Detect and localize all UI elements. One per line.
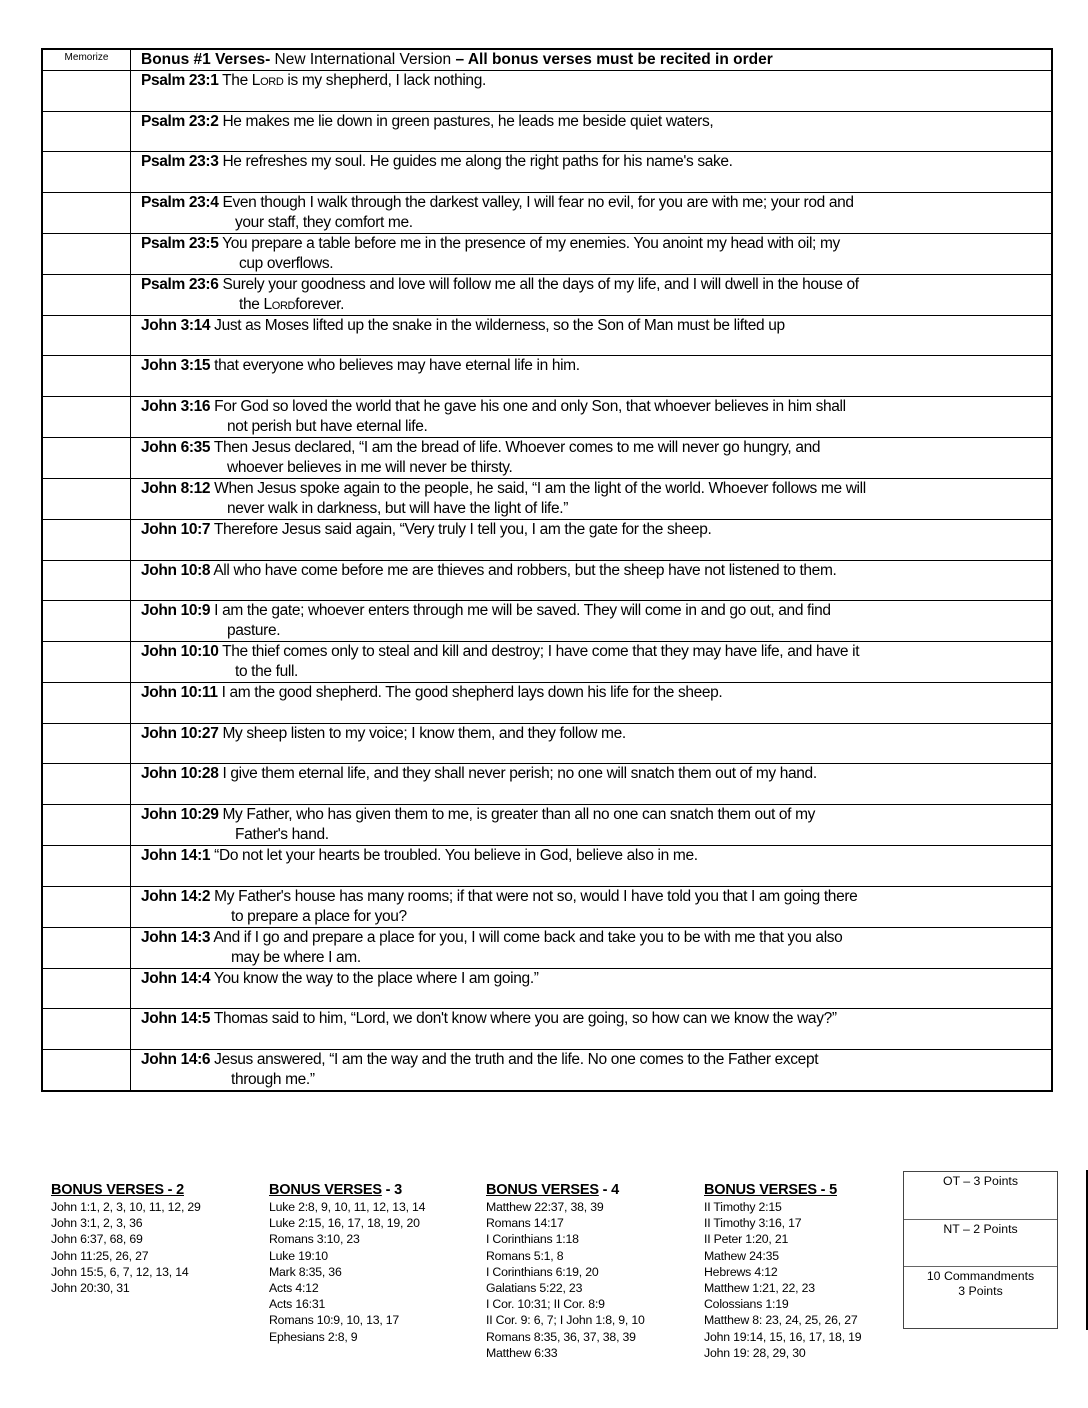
memorize-checkbox-cell[interactable] (42, 71, 131, 112)
bonus-list-item: Romans 8:35, 36, 37, 38, 39 (486, 1329, 636, 1344)
bonus-list-item: I Corinthians 1:18 (486, 1232, 579, 1247)
memorize-checkbox-cell[interactable] (42, 927, 131, 968)
verse-reference: Psalm 23:2 (141, 112, 219, 130)
verse-text: I give them eternal life, and they shall never perish; no one will snatch them out of my hand. (218, 765, 817, 783)
verse-reference: John 10:7 (141, 520, 211, 538)
verse-reference: John 14:1 (141, 846, 211, 864)
memorize-checkbox-cell[interactable] (42, 683, 131, 724)
verse-text: Even though I walk through the darkest valley, I will fear no evil, for you are with me; your rod and (218, 193, 854, 211)
verse-reference: John 3:16 (141, 397, 211, 415)
title-underlined: BONUS VERSES - 5 (704, 1182, 837, 1198)
verse-row (42, 519, 1052, 560)
verse-cell (131, 601, 1053, 642)
memorize-checkbox-cell[interactable] (42, 233, 131, 274)
title-underlined: BONUS VERSES - 2 (51, 1182, 184, 1198)
verse-cell (131, 1009, 1053, 1050)
verse-first-line (141, 1009, 1051, 1029)
memorize-checkbox-cell[interactable] (42, 764, 131, 805)
bonus-list-item: Luke 19:10 (269, 1248, 328, 1263)
bonus-list-item: John 19:14, 15, 16, 17, 18, 19 (704, 1329, 862, 1344)
verse-reference: John 14:6 (141, 1050, 211, 1068)
verse-row (42, 71, 1052, 112)
verse-continuation: never walk in darkness, but will have the light of life.” (227, 499, 569, 517)
memorize-checkbox-cell[interactable] (42, 1049, 131, 1091)
bonus-list-item: Romans 5:1, 8 (486, 1248, 564, 1263)
bonus-list-item: I Corinthians 6:19, 20 (486, 1264, 599, 1279)
verse-cell (131, 478, 1053, 519)
verse-text: “Do not let your hearts be troubled. You believe in God, believe also in me. (210, 846, 698, 864)
verse-reference: John 3:15 (141, 357, 211, 375)
verse-reference: Psalm 23:5 (141, 234, 219, 252)
table-header-row (42, 49, 1052, 71)
verse-first-line (141, 112, 1051, 132)
title-underlined: BONUS VERSES (486, 1182, 599, 1198)
verse-cell (131, 233, 1053, 274)
verse-cell (131, 192, 1053, 233)
verse-first-line (141, 561, 1051, 581)
memorize-checkbox-cell[interactable] (42, 723, 131, 764)
verse-reference: John 10:29 (141, 805, 219, 823)
verse-row (42, 886, 1052, 927)
verse-row (42, 804, 1052, 845)
bonus-list-item: Mathew 24:35 (704, 1248, 779, 1263)
bonus-list-item: Acts 4:12 (269, 1281, 319, 1296)
verse-cell (131, 804, 1053, 845)
verse-text-post: is my shepherd, I lack nothing. (283, 72, 486, 89)
points-label: OT – 3 Points (943, 1174, 1018, 1188)
verse-text: I am the gate; whoever enters through me will be saved. They will come in and go out, and find (210, 602, 831, 620)
memorize-checkbox-cell[interactable] (42, 519, 131, 560)
verse-cell (131, 683, 1053, 724)
verse-continuation: your staff, they comfort me. (235, 213, 413, 231)
verse-first-line (141, 520, 1051, 540)
bonus-list-title (704, 1181, 861, 1199)
bonus-list-item: Colossians 1:19 (704, 1297, 789, 1312)
verse-continuation: to prepare a place for you? (231, 907, 407, 925)
verse-cell (131, 886, 1053, 927)
points-cell (904, 1266, 1057, 1328)
verse-smallcaps: Lord (263, 295, 296, 313)
verse-row (42, 233, 1052, 274)
bonus-list-item: Romans 14:17 (486, 1216, 564, 1231)
verse-reference: John 10:8 (141, 561, 211, 579)
memorize-checkbox-cell[interactable] (42, 152, 131, 193)
verse-continuation: whoever believes in me will never be thirsty. (227, 458, 513, 476)
bonus-list-2 (51, 1181, 201, 1296)
verse-reference: John 10:27 (141, 724, 219, 742)
verse-text: Thomas said to him, “Lord, we don't know where you are going, so how can we know the way?” (210, 1010, 837, 1028)
verse-cell (131, 968, 1053, 1009)
verse-first-line (141, 805, 1051, 825)
verse-text: Then Jesus declared, “I am the bread of life. Whoever comes to me will never go hungry, and (210, 438, 821, 456)
memorize-checkbox-cell[interactable] (42, 111, 131, 152)
title-rest: - 4 (598, 1182, 619, 1198)
verse-row (42, 356, 1052, 397)
verse-continuation: to the full. (235, 663, 299, 681)
verse-reference: Psalm 23:1 (141, 72, 219, 89)
verse-first-line (141, 642, 1051, 662)
verse-cell (131, 71, 1053, 112)
verse-cell (131, 396, 1053, 437)
verse-row (42, 560, 1052, 601)
verse-reference: John 6:35 (141, 438, 211, 456)
memorize-checkbox-cell[interactable] (42, 804, 131, 845)
verse-cell (131, 274, 1053, 315)
verse-row (42, 152, 1052, 193)
verse-continuation: may be where I am. (231, 948, 361, 966)
verse-row (42, 601, 1052, 642)
points-label: NT – 2 Points (943, 1222, 1018, 1236)
bonus-list-3 (269, 1181, 425, 1345)
verse-reference: John 10:11 (141, 684, 218, 702)
verse-reference: John 8:12 (141, 479, 211, 497)
bonus-list-title (269, 1181, 425, 1199)
verse-cell (131, 642, 1053, 683)
memorize-checkbox-cell[interactable] (42, 478, 131, 519)
verse-reference: John 14:3 (141, 928, 211, 946)
verse-row (42, 1009, 1052, 1050)
verse-row (42, 437, 1052, 478)
verse-text: Surely your goodness and love will follow me all the days of my life, and I will dwell in the house of (218, 275, 859, 293)
verse-first-line (141, 887, 1051, 907)
bonus-list-item: Galatians 5:22, 23 (486, 1281, 583, 1296)
verse-reference: Psalm 23:3 (141, 153, 219, 171)
bonus-list-item: I Cor. 10:31; II Cor. 8:9 (486, 1297, 605, 1312)
verse-text: For God so loved the world that he gave his one and only Son, that whoever believes in him shall (210, 397, 846, 415)
verse-first-line (141, 846, 1051, 866)
verse-text: My sheep listen to my voice; I know them, and they follow me. (218, 724, 626, 742)
verse-text: Just as Moses lifted up the snake in the wilderness, so the Son of Man must be lifted up (210, 316, 785, 334)
verse-cell (131, 927, 1053, 968)
bonus-list-item: Mark 8:35, 36 (269, 1264, 342, 1279)
bonus-list-item: Luke 2:8, 9, 10, 11, 12, 13, 14 (269, 1200, 426, 1214)
memorize-checkbox-cell[interactable] (42, 274, 131, 315)
bonus-list-item: John 3:1, 2, 3, 36 (51, 1216, 143, 1231)
verse-continuation: not perish but have eternal life. (227, 417, 428, 435)
title-rest: - 3 (381, 1182, 402, 1198)
bonus-list-item: Ephesians 2:8, 9 (269, 1329, 358, 1344)
title-rule: – All bonus verses must be recited in order (455, 51, 773, 68)
verse-text: The thief comes only to steal and kill and destroy; I have come that they may have life, and have it (218, 643, 860, 661)
memorize-checkbox-cell[interactable] (42, 315, 131, 356)
memorize-checkbox-cell[interactable] (42, 192, 131, 233)
verse-row (42, 764, 1052, 805)
verse-cell (131, 764, 1053, 805)
bonus-list-item: John 6:37, 68, 69 (51, 1232, 143, 1247)
verse-cell (131, 315, 1053, 356)
verse-cell (131, 845, 1053, 886)
verse-first-line (141, 356, 1051, 376)
verse-row (42, 927, 1052, 968)
verse-text: The (218, 72, 252, 89)
memorize-checkbox-cell[interactable] (42, 601, 131, 642)
verse-first-line (141, 724, 1051, 744)
verse-text: You prepare a table before me in the presence of my enemies. You anoint my head with oil; my (218, 234, 840, 252)
verse-cell (131, 111, 1053, 152)
verse-cell (131, 560, 1053, 601)
verse-text: the (239, 295, 264, 313)
memorize-checkbox-cell[interactable] (42, 396, 131, 437)
bonus-list-item: II Cor. 9: 6, 7; I John 1:8, 9, 10 (486, 1313, 645, 1328)
verse-row (42, 315, 1052, 356)
verse-row (42, 274, 1052, 315)
verse-row (42, 478, 1052, 519)
verse-text: When Jesus spoke again to the people, he said, “I am the light of the world. Whoever follows me will (210, 479, 866, 497)
memorize-checkbox-cell[interactable] (42, 437, 131, 478)
verse-row (42, 968, 1052, 1009)
bonus-verses-table (41, 48, 1053, 1092)
memorize-checkbox-cell[interactable] (42, 560, 131, 601)
verse-text: forever. (295, 295, 345, 313)
verse-first-line (141, 234, 1051, 254)
verse-continuation: cup overflows. (239, 254, 334, 272)
bonus-list-4 (486, 1181, 645, 1361)
title-bold: Bonus #1 Verses- (141, 51, 271, 68)
title-underlined: BONUS VERSES (269, 1182, 382, 1198)
verse-smallcaps: Lord (251, 72, 284, 89)
verse-continuation (141, 295, 1051, 315)
bonus-list-item: Romans 10:9, 10, 13, 17 (269, 1313, 400, 1328)
verse-first-line (141, 193, 1051, 213)
verse-reference: Psalm 23:4 (141, 193, 219, 211)
verse-first-line (141, 438, 1051, 458)
verse-row (42, 845, 1052, 886)
bonus-list-5 (704, 1181, 861, 1361)
verse-text: Jesus answered, “I am the way and the truth and the life. No one comes to the Father except (210, 1050, 819, 1068)
verse-text: And if I go and prepare a place for you, I will come back and take you to be with me that you also (210, 928, 843, 946)
verse-reference: John 14:2 (141, 887, 211, 905)
verse-cell (131, 437, 1053, 478)
verse-first-line (141, 1050, 1051, 1070)
verse-continuation: pasture. (227, 622, 281, 640)
verse-continuation: through me.” (231, 1070, 315, 1088)
points-box (903, 1171, 1058, 1329)
memorize-checkbox-cell[interactable] (42, 968, 131, 1009)
points-cell (904, 1219, 1057, 1266)
verse-row (42, 396, 1052, 437)
bonus-list-title (486, 1181, 645, 1199)
verse-text: My Father's house has many rooms; if that were not so, would I have told you that I am going there (210, 887, 858, 905)
points-cell (904, 1172, 1057, 1219)
table-title (131, 49, 1053, 71)
verse-first-line (141, 397, 1051, 417)
bonus-list-item: John 15:5, 6, 7, 12, 13, 14 (51, 1264, 189, 1279)
verse-first-line (141, 764, 1051, 784)
bonus-list-item: Matthew 1:21, 22, 23 (704, 1281, 815, 1296)
verse-first-line (141, 601, 1051, 621)
verse-cell (131, 519, 1053, 560)
verse-text: All who have come before me are thieves and robbers, but the sheep have not listened to them. (210, 561, 837, 579)
verse-row (42, 192, 1052, 233)
verse-cell (131, 1049, 1053, 1091)
memorize-checkbox-cell[interactable] (42, 886, 131, 927)
verse-row (42, 723, 1052, 764)
verse-first-line (141, 479, 1051, 499)
verse-cell (131, 723, 1053, 764)
bonus-list-item: II Timothy 3:16, 17 (704, 1216, 802, 1231)
bonus-list-item: Hebrews 4:12 (704, 1264, 778, 1279)
verse-cell (131, 356, 1053, 397)
verse-text: You know the way to the place where I am going.” (210, 969, 539, 987)
verse-first-line (141, 71, 1051, 91)
verse-reference: John 10:28 (141, 765, 219, 783)
bonus-list-item: Luke 2:15, 16, 17, 18, 19, 20 (269, 1216, 420, 1231)
verse-reference: John 10:10 (141, 643, 219, 661)
bonus-list-item: Matthew 8: 23, 24, 25, 26, 27 (704, 1313, 858, 1328)
bonus-list-item: Matthew 6:33 (486, 1345, 558, 1360)
verse-first-line (141, 275, 1051, 295)
memorize-column-header: Memorize (42, 49, 131, 71)
verse-first-line (141, 928, 1051, 948)
verse-row (42, 1049, 1052, 1091)
verse-row (42, 642, 1052, 683)
verse-reference: Psalm 23:6 (141, 275, 219, 293)
bonus-list-item: John 20:30, 31 (51, 1281, 130, 1296)
verse-text: I am the good shepherd. The good shepherd lays down his life for the sheep. (217, 684, 723, 702)
verse-text: He makes me lie down in green pastures, he leads me beside quiet waters, (218, 112, 714, 130)
bonus-list-item: John 1:1, 2, 3, 10, 11, 12, 29 (51, 1200, 201, 1214)
memorize-checkbox-cell[interactable] (42, 1009, 131, 1050)
verse-text: He refreshes my soul. He guides me along the right paths for his name's sake. (218, 153, 733, 171)
verse-first-line (141, 316, 1051, 336)
bonus-list-item: Acts 16:31 (269, 1297, 326, 1312)
verse-reference: John 10:9 (141, 602, 211, 620)
verse-cell (131, 152, 1053, 193)
bonus-list-title (51, 1181, 201, 1199)
bonus-list-item: Matthew 22:37, 38, 39 (486, 1200, 604, 1214)
verse-continuation: Father's hand. (235, 825, 329, 843)
title-version: New International Version (270, 51, 456, 68)
verse-first-line (141, 969, 1051, 989)
verse-text: My Father, who has given them to me, is greater than all no one can snatch them out of my (218, 805, 816, 823)
memorize-checkbox-cell[interactable] (42, 845, 131, 886)
verse-first-line (141, 683, 1051, 703)
verse-reference: John 3:14 (141, 316, 211, 334)
bonus-list-item: John 11:25, 26, 27 (51, 1248, 149, 1263)
points-label: 10 Commandments (926, 1269, 1035, 1283)
bonus-list-item: Romans 3:10, 23 (269, 1232, 360, 1247)
memorize-checkbox-cell[interactable] (42, 642, 131, 683)
verse-row (42, 111, 1052, 152)
bonus-list-item: John 19: 28, 29, 30 (704, 1345, 806, 1360)
points-value: 3 Points (958, 1284, 1003, 1298)
memorize-checkbox-cell[interactable] (42, 356, 131, 397)
verse-row (42, 683, 1052, 724)
verse-text: that everyone who believes may have eternal life in him. (210, 357, 580, 375)
verse-first-line (141, 152, 1051, 172)
bonus-list-item: II Peter 1:20, 21 (704, 1232, 789, 1247)
verse-text: Therefore Jesus said again, “Very truly I tell you, I am the gate for the sheep. (210, 520, 712, 538)
verse-reference: John 14:4 (141, 969, 211, 987)
bonus-list-item: II Timothy 2:15 (704, 1200, 782, 1214)
verse-reference: John 14:5 (141, 1010, 211, 1028)
